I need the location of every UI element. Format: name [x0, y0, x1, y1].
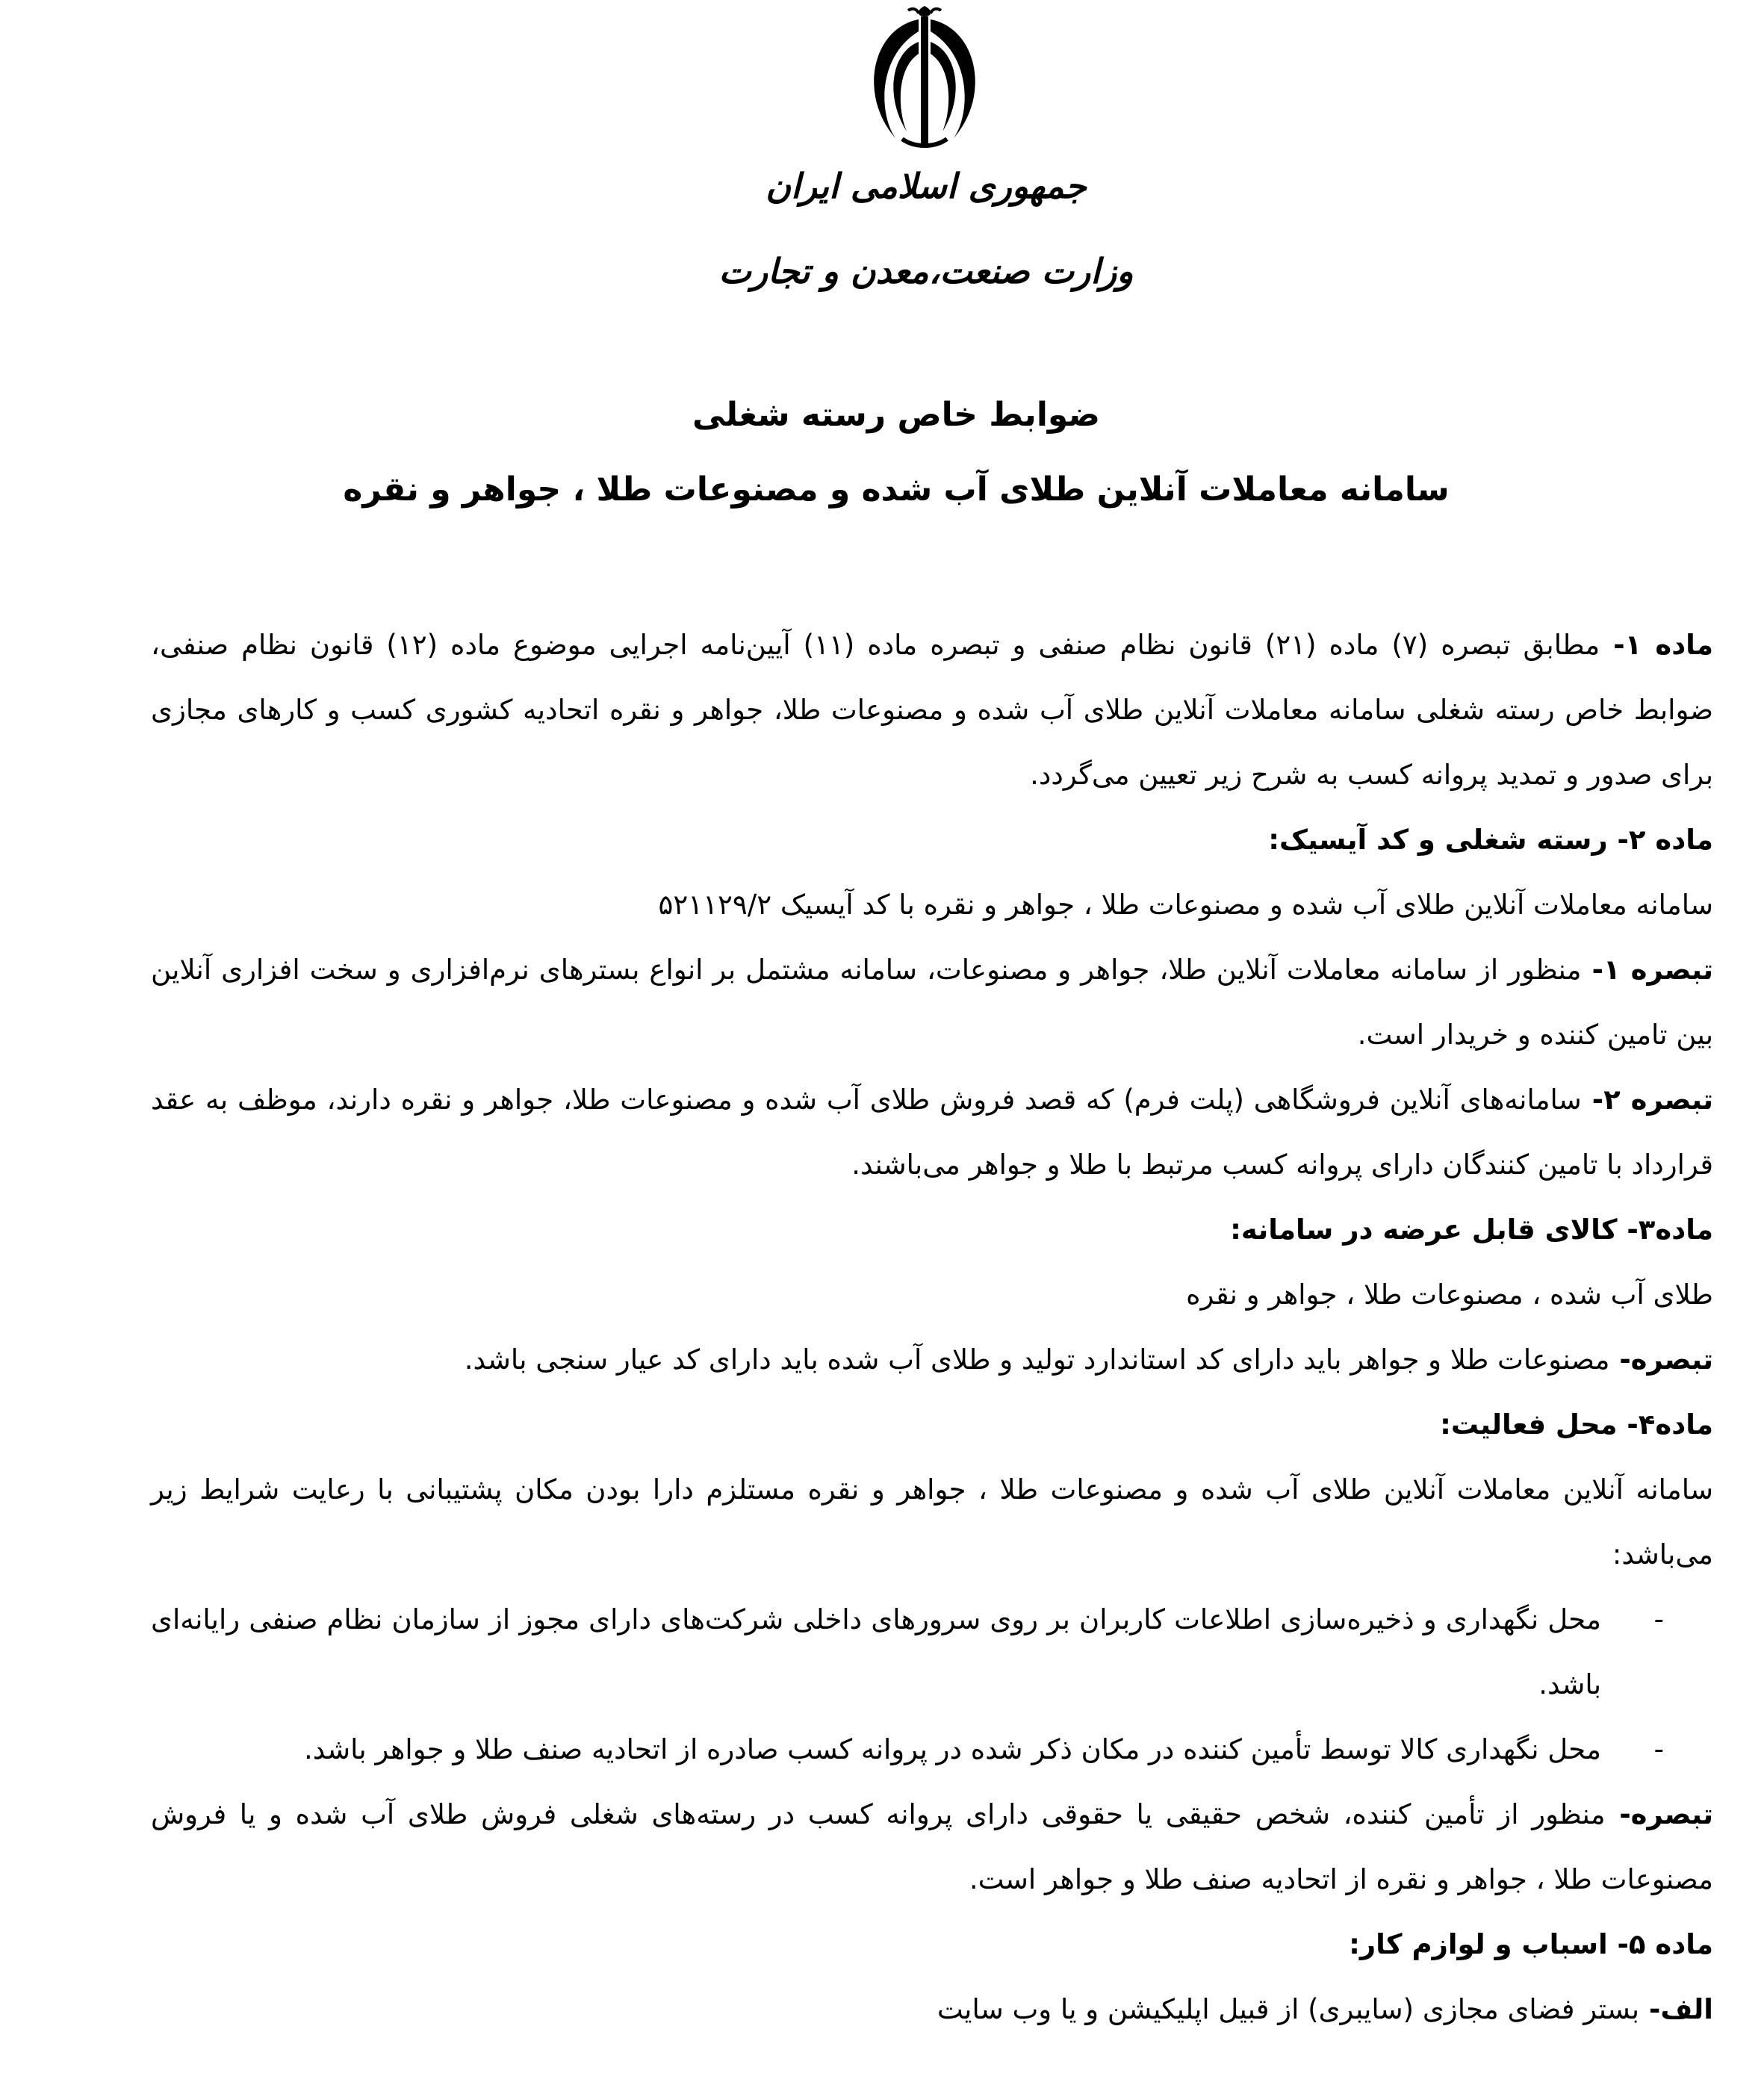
article-4-note-lead: تبصره-	[1605, 1798, 1713, 1830]
article-4-text: سامانه آنلاین معاملات آنلاین طلای آب شده و مصنوعات طلا ، جواهر و نقره مستلزم دارا بودن مکان پشتیبانی با رعایت شرایط زیر می‌باشد:	[151, 1473, 1713, 1570]
article-3-note-lead: تبصره-	[1609, 1343, 1713, 1376]
dash-bullet: -	[1653, 1603, 1664, 1635]
document-title: ضوابط خاص رسته شغلی	[692, 396, 1101, 434]
item-a-lead: الف-	[1639, 1993, 1713, 2025]
list-item-text: محل نگهداری و ذخیره‌سازی اطلاعات کاربران بر روی سرورهای داخلی شرکت‌های دارای مجوز از سازمان نظام صنفی رایانه‌ای باشد.	[151, 1603, 1601, 1700]
note-1-lead: تبصره ۱-	[1581, 954, 1713, 986]
document-body	[151, 612, 1713, 2042]
document-subtitle: سامانه معاملات آنلاین طلای آب شده و مصنوعات طلا ، جواهر و نقره	[343, 470, 1450, 509]
article-1-text: مطابق تبصره (۷) ماده (۲۱) قانون نظام صنفی و تبصره ماده (۱۱) آیین‌نامه اجرایی موضوع ماده (۱۲) قانون نظام صنفی، ضوابط خاص رسته شغلی سامانه معاملات آنلاین طلای آب شده و مصنوعات طلا، جواهر و نقره اتحادیه کشوری کسب و کارهای مجازی برای صدور و تمدید پروانه کسب به شرح زیر تعیین می‌گردد.	[151, 629, 1713, 791]
article-2-text: سامانه معاملات آنلاین طلای آب شده و مصنوعات طلا ، جواهر و نقره با کد آیسیک ۵۲۱۱۲۹/۲	[658, 889, 1713, 921]
article-2-heading: ماده ۲- رسته شغلی و کد آیسیک:	[1268, 824, 1713, 856]
article-3-note	[151, 1327, 1713, 1392]
list-item-text: محل نگهداری کالا توسط تأمین کننده در مکان ذکر شده در پروانه کسب صادره از اتحادیه صنف طلا و جواهر باشد.	[303, 1733, 1601, 1765]
article-2-note-2	[151, 1067, 1713, 1197]
note-2-text: سامانه‌های آنلاین فروشگاهی (پلت فرم) که قصد فروش طلای آب شده و مصنوعات طلا، جواهر و نقره دارند، موظف به عقد قرارداد با تامین کنندگان دارای پروانه کسب مرتبط با طلا و جواهر می‌باشند.	[151, 1084, 1713, 1181]
letterhead	[0, 0, 1764, 321]
item-a-text: بستر فضای مجازی (سایبری) از قبیل اپلیکیشن و یا وب سایت	[937, 1993, 1640, 2025]
list-item	[151, 1587, 1713, 1717]
article-2-note-1	[151, 937, 1713, 1067]
note-2-lead: تبصره ۲-	[1581, 1084, 1713, 1116]
article-5-heading: ماده ۵- اسباب و لوازم کار:	[1349, 1928, 1713, 1960]
note-1-text: منظور از سامانه معاملات آنلاین طلا، جواهر و مصنوعات، سامانه مشتمل بر انواع بسترهای نرم‌افزاری و سخت افزاری آنلاین بین تامین کننده و خریدار است.	[151, 954, 1713, 1051]
article-1	[151, 612, 1713, 807]
article-1-lead: ماده ۱-	[1600, 629, 1713, 661]
article-5-item-a	[151, 1977, 1713, 2042]
article-3-text: طلای آب شده ، مصنوعات طلا ، جواهر و نقره	[1186, 1279, 1713, 1311]
ministry-name: وزارت صنعت،معدن و تجارت	[718, 251, 1134, 291]
list-item	[151, 1717, 1713, 1782]
article-4-heading: ماده۴- محل فعالیت:	[1440, 1408, 1713, 1441]
article-4-note	[151, 1782, 1713, 1912]
article-4-note-text: منظور از تأمین کننده، شخص حقیقی یا حقوقی دارای پروانه کسب در رسته‌های شغلی فروش طلای آب شده و یا فروش مصنوعات طلا ، جواهر و نقره از اتحادیه صنف طلا و جواهر است.	[151, 1798, 1713, 1895]
article-3-heading: ماده۳- کالای قابل عرضه در سامانه:	[1230, 1214, 1713, 1246]
dash-bullet: -	[1653, 1733, 1664, 1765]
country-name: جمهوری اسلامی ایران	[765, 166, 1087, 206]
iran-emblem-icon	[850, 6, 999, 148]
article-3-note-text: مصنوعات طلا و جواهر باید دارای کد استاندارد تولید و طلای آب شده باید دارای کد عیار سنجی باشد.	[464, 1343, 1610, 1376]
